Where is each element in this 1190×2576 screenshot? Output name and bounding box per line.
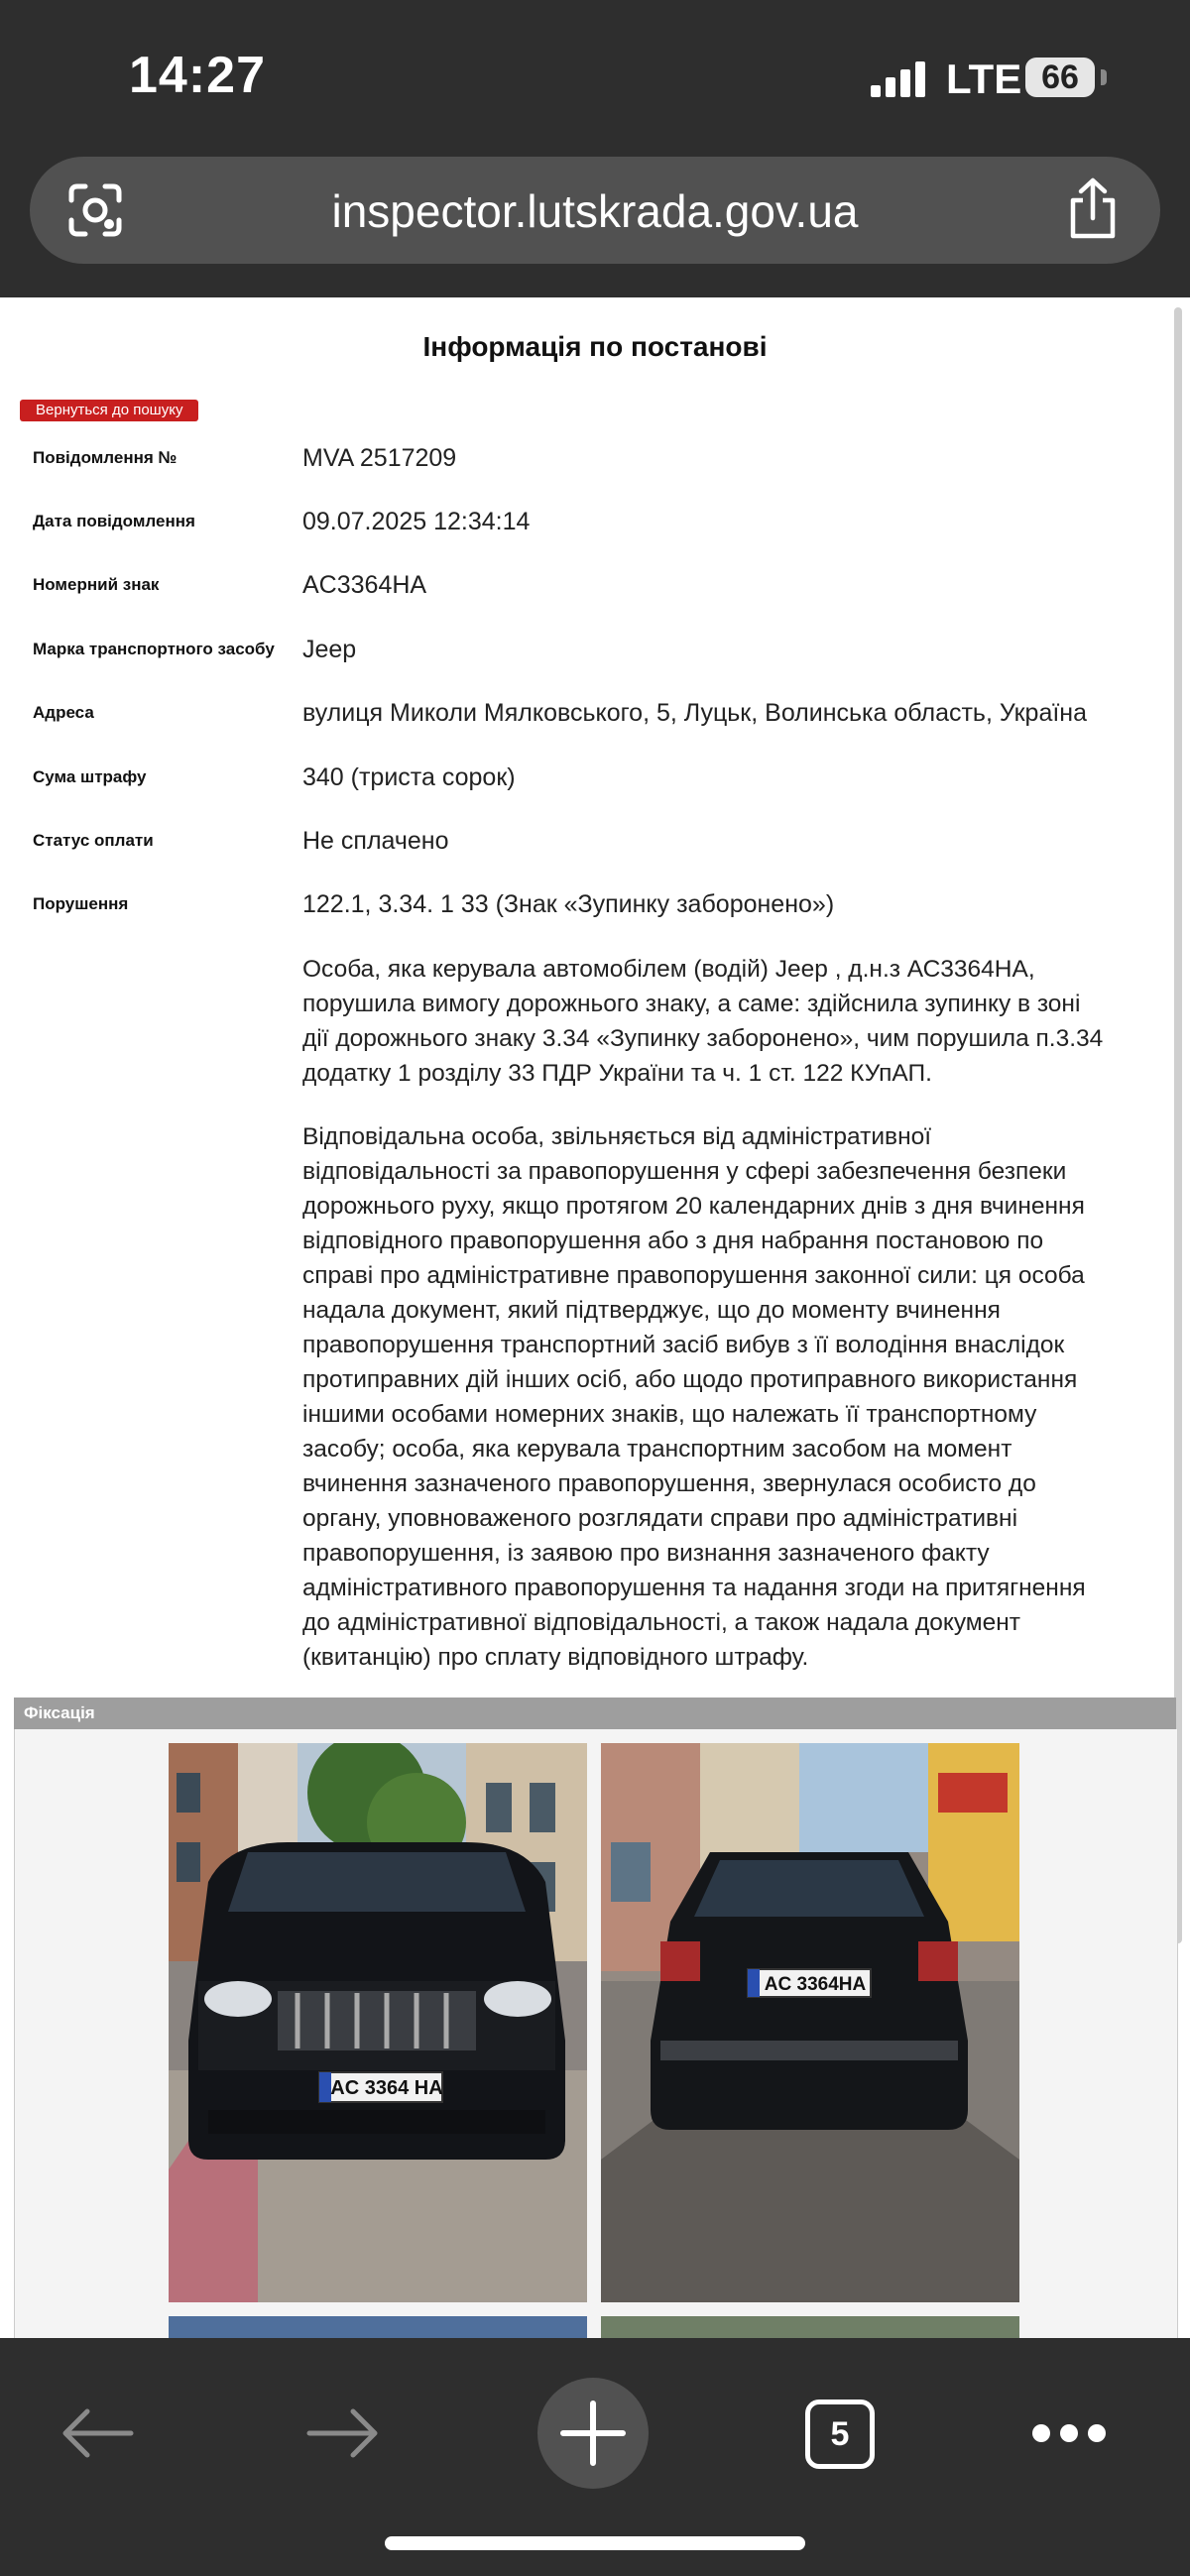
address-bar[interactable] — [30, 157, 1160, 264]
paragraph-line: додатку 1 розділу 33 ПДР України та ч. 1 ст. 122 КУпАП. — [302, 1060, 932, 1087]
paragraph-line: справі про адміністративне правопорушення законної сили: ця особа — [302, 1262, 1085, 1289]
url-text[interactable]: inspector.lutskrada.gov.ua — [331, 185, 859, 237]
paragraph-line: відповідного правопорушення або з дня набрання постановою по — [302, 1228, 1044, 1254]
liability-exemption-text — [302, 1119, 1185, 1675]
fixation-header: Фіксація — [14, 1698, 1176, 1729]
paragraph-line: вчинення зазначеного правопорушення, звернулася особисто до — [302, 1470, 1036, 1497]
new-tab-icon[interactable] — [537, 2378, 649, 2489]
label-notice-number: Повідомлення № — [33, 448, 178, 467]
paragraph-line: до адміністративної відповідальності, а також надала документ — [302, 1609, 1021, 1636]
value-notice-date: 09.07.2025 12:34:14 — [302, 508, 531, 535]
label-violation: Порушення — [33, 894, 129, 913]
paragraph-line: протиправних дій інших осіб, або щодо протиправного використання — [302, 1366, 1078, 1393]
value-address: вулиця Миколи Мялковського, 5, Луцьк, Волинська область, Україна — [302, 699, 1088, 727]
car-rear-photo[interactable] — [601, 1743, 1019, 2302]
forward-icon[interactable] — [303, 2403, 383, 2463]
value-violation: 122.1, 3.34. 1 33 (Знак «Зупинку заборонено») — [302, 890, 835, 918]
paragraph-line: надала документ, який підтверджує, що до моменту вчинення — [302, 1297, 1001, 1324]
label-vehicle-make: Марка транспортного засобу — [33, 640, 275, 658]
label-address: Адреса — [33, 703, 94, 722]
paragraph-line: (квитанцію) про сплату відповідного штрафу. — [302, 1644, 809, 1671]
tab-switcher-icon[interactable]: 5 — [805, 2400, 875, 2469]
back-to-search-button[interactable]: Вернуться до пошуку — [20, 400, 198, 421]
battery-tip — [1101, 69, 1107, 85]
more-menu-icon[interactable] — [1031, 2421, 1107, 2445]
paragraph-line: дорожнього руху, якщо протягом 20 календарних днів з дня вчинення — [302, 1193, 1085, 1220]
signal-icon — [869, 61, 932, 97]
front-plate-text: AC 3364 HA — [330, 2077, 443, 2099]
paragraph-line: правопорушення, із заявою про визнання зазначеного факту — [302, 1540, 990, 1567]
page-title: Інформація по постанові — [422, 331, 768, 362]
rear-plate-text: AC 3364HA — [764, 1974, 867, 1995]
violation-description — [302, 952, 1185, 1091]
network-type: LTE — [946, 56, 1022, 102]
label-plate-number: Номерний знак — [33, 575, 160, 594]
paragraph-line: правопорушення транспортний засіб вибув з її володіння внаслідок — [302, 1332, 1065, 1358]
home-indicator[interactable] — [385, 2536, 805, 2550]
value-fine-amount: 340 (триста сорок) — [302, 763, 516, 791]
value-plate-number: AC3364HA — [302, 571, 427, 599]
paragraph-line: адміністративного правопорушення та надання згоди на притягнення — [302, 1575, 1086, 1601]
value-notice-number: MVA 2517209 — [302, 444, 457, 472]
paragraph-line: Відповідальна особа, звільняється від адміністративної — [302, 1123, 932, 1150]
web-page — [0, 297, 1190, 2338]
paragraph-line: засобу; особа, яка керувала транспортним засобом на момент — [302, 1436, 1012, 1463]
status-bar — [0, 0, 1190, 149]
share-icon[interactable] — [1063, 176, 1123, 242]
paragraph-line: відповідальності за правопорушення у сфері забезпечення безпеки — [302, 1158, 1067, 1185]
label-payment-status: Статус оплати — [33, 831, 154, 850]
photo-thumbnail-4[interactable] — [601, 2316, 1019, 2338]
battery-icon: 66 — [1025, 58, 1095, 97]
value-payment-status: Не сплачено — [302, 827, 449, 855]
paragraph-line: іншими особами номерних знаків, що належать її транспортному — [302, 1401, 1037, 1428]
photo-thumbnail-3[interactable] — [169, 2316, 587, 2338]
value-vehicle-make: Jeep — [302, 636, 357, 663]
back-icon[interactable] — [58, 2403, 137, 2463]
label-notice-date: Дата повідомлення — [33, 512, 195, 530]
paragraph-line: Особа, яка керувала автомобілем (водій) Jeep , д.н.з АС3364НА, — [302, 956, 1035, 983]
paragraph-line: порушила вимогу дорожнього знаку, а саме: здійснила зупинку в зоні — [302, 991, 1081, 1017]
paragraph-line: органу, уповноваженого розглядати справи про адміністративні — [302, 1505, 1018, 1532]
car-front-photo[interactable] — [169, 1743, 587, 2302]
label-fine-amount: Сума штрафу — [33, 767, 147, 786]
paragraph-line: дії дорожнього знаку 3.34 «Зупинку заборонено», чим порушила п.3.34 — [302, 1025, 1104, 1052]
status-time: 14:27 — [129, 47, 266, 104]
